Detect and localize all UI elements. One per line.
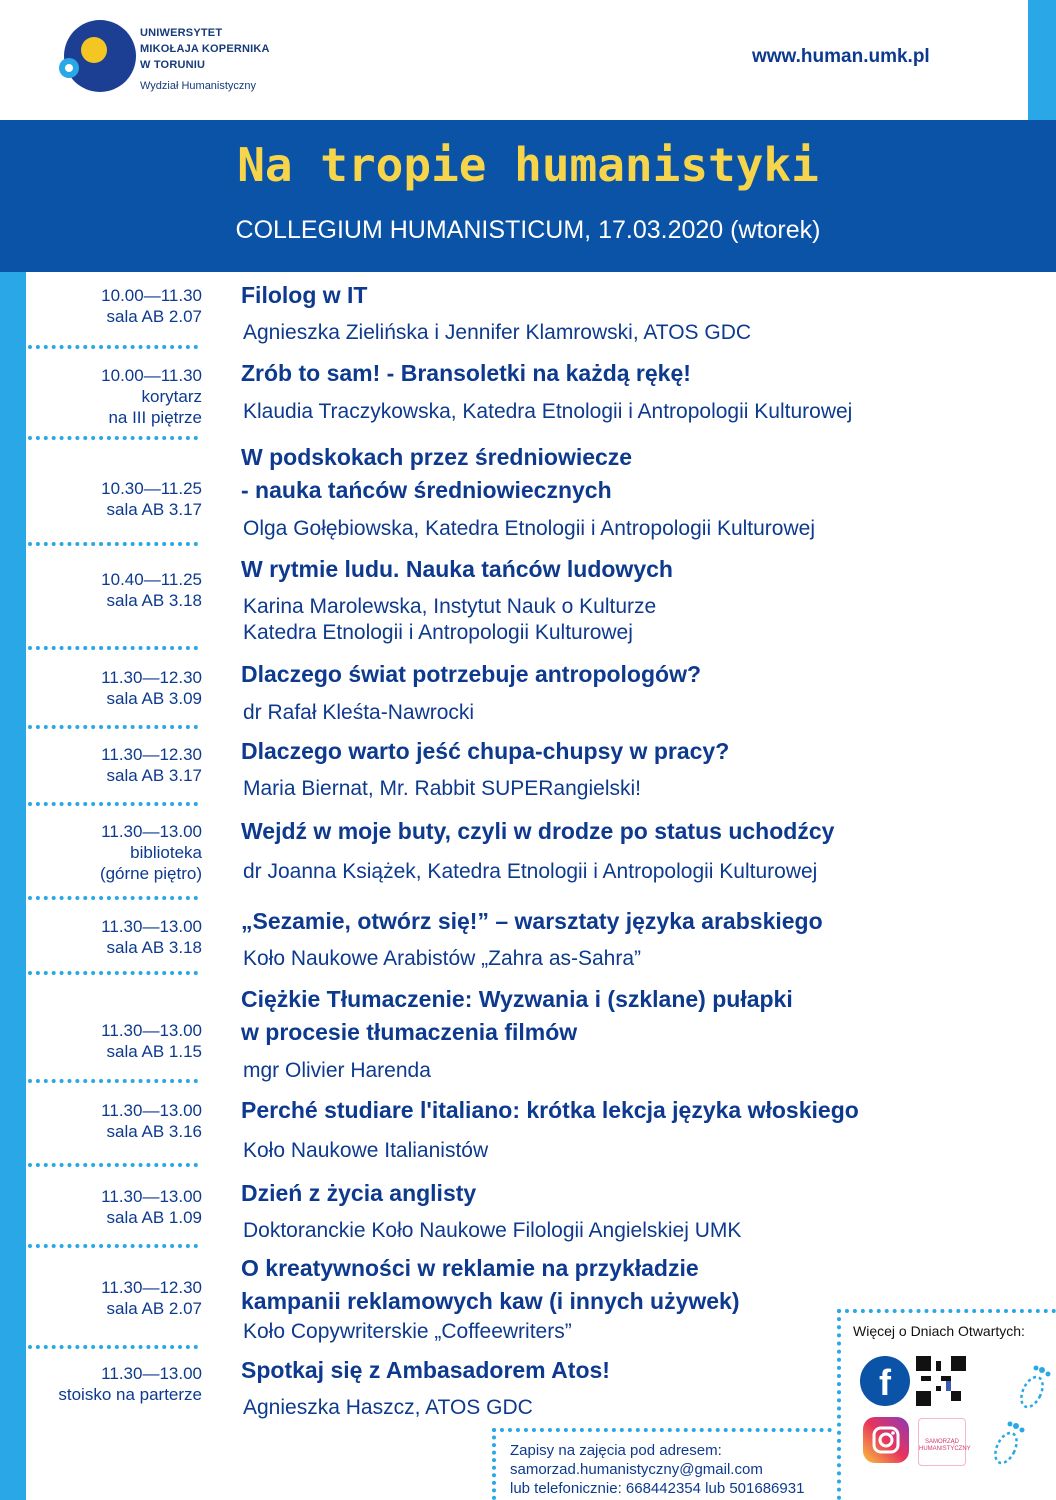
event-speaker-line: Doktoranckie Koło Naukowe Filologii Angielskiej UMK xyxy=(243,1219,742,1242)
event-speaker xyxy=(243,594,656,646)
qr-code-icon xyxy=(916,1356,966,1406)
event-speaker xyxy=(243,1138,488,1164)
event-time-room xyxy=(101,667,202,709)
event-time: 11.30—12.30 xyxy=(101,745,202,764)
event-location: sala AB 1.15 xyxy=(106,1042,202,1061)
event-location: sala AB 3.17 xyxy=(106,766,202,785)
event-title-line: Dlaczego świat potrzebuje antropologów? xyxy=(241,661,702,687)
event-title xyxy=(241,735,729,768)
event-separator xyxy=(28,1244,198,1248)
right-accent-bar xyxy=(1028,0,1056,120)
registration-line: Zapisy na zajęcia pod adresem: xyxy=(510,1442,722,1459)
event-speaker-line: mgr Olivier Harenda xyxy=(243,1059,431,1082)
event-separator xyxy=(28,436,198,440)
event-time: 10.40—11.25 xyxy=(101,570,202,589)
instagram-glyph-icon xyxy=(863,1417,909,1463)
event-speaker xyxy=(243,320,751,346)
event-speaker-line: Karina Marolewska, Instytut Nauk o Kulturze xyxy=(243,595,657,618)
footprints-icon xyxy=(980,1360,1056,1500)
event-time: 11.30—13.00 xyxy=(101,1364,202,1383)
event-location: sala AB 3.09 xyxy=(106,689,202,708)
event-title xyxy=(241,553,673,586)
event-speaker-line: Agnieszka Haszcz, ATOS GDC xyxy=(243,1396,533,1419)
event-title-line: „Sezamie, otwórz się!” – warsztaty języka arabskiego xyxy=(241,908,823,934)
event-location: (górne piętro) xyxy=(99,864,202,883)
event-speaker-line: dr Joanna Książek, Katedra Etnologii i Antropologii Kulturowej xyxy=(243,860,818,883)
event-speaker xyxy=(243,700,474,726)
event-location: sala AB 2.07 xyxy=(106,1299,202,1318)
event-speaker xyxy=(243,1395,533,1421)
event-time: 10.00—11.30 xyxy=(101,286,202,305)
event-speaker xyxy=(243,1058,431,1084)
event-time-room xyxy=(101,285,202,327)
event-time-room xyxy=(100,821,202,884)
event-time-room xyxy=(101,365,202,428)
event-location: sala AB 1.09 xyxy=(106,1208,202,1227)
event-time-room xyxy=(101,1100,202,1142)
event-title xyxy=(241,658,701,691)
event-location: sala AB 3.17 xyxy=(106,500,202,519)
event-time: 11.30—12.30 xyxy=(101,668,202,687)
event-title-line: Dlaczego warto jeść chupa-chupsy w pracy? xyxy=(241,738,730,764)
event-speaker xyxy=(243,399,852,425)
event-location: sala AB 3.16 xyxy=(106,1122,202,1141)
event-title xyxy=(241,815,834,848)
event-title xyxy=(241,1094,859,1127)
event-time-room xyxy=(101,744,202,786)
event-title xyxy=(241,1354,610,1387)
event-speaker xyxy=(243,859,817,885)
event-time: 10.30—11.25 xyxy=(101,479,202,498)
event-separator xyxy=(28,896,198,900)
page-subtitle: COLLEGIUM HUMANISTICUM, 17.03.2020 (wtorek) xyxy=(235,216,821,244)
event-separator xyxy=(28,802,198,806)
event-title-line: Ciężkie Tłumaczenie: Wyzwania i (szklane) pułapki xyxy=(241,986,793,1012)
event-speaker xyxy=(243,946,641,972)
event-speaker-line: Koło Naukowe Arabistów „Zahra as-Sahra” xyxy=(243,947,642,970)
instagram-icon[interactable] xyxy=(863,1417,909,1463)
event-location: biblioteka xyxy=(130,843,202,862)
event-separator xyxy=(28,725,198,729)
instagram-tile-line-2: HUMANISTYCZNY xyxy=(919,1446,971,1452)
event-title-line: - nauka tańców średniowiecznych xyxy=(241,477,612,503)
event-separator xyxy=(28,1163,198,1167)
event-title-line: Perché studiare l'italiano: krótka lekcja języka włoskiego xyxy=(241,1097,859,1123)
event-time: 11.30—12.30 xyxy=(101,1278,202,1297)
website-link[interactable]: www.human.umk.pl xyxy=(752,46,930,67)
event-title xyxy=(241,441,632,507)
event-title-line: Filolog w IT xyxy=(241,282,368,308)
event-speaker xyxy=(243,776,641,802)
left-accent-bar xyxy=(0,120,26,1500)
event-time-room xyxy=(101,478,202,520)
event-speaker-line: dr Rafał Kleśta-Nawrocki xyxy=(243,701,475,724)
event-separator xyxy=(28,542,198,546)
facebook-icon[interactable]: f xyxy=(860,1356,910,1406)
event-title-line: O kreatywności w reklamie na przykładzie xyxy=(241,1255,699,1281)
event-title-line: W podskokach przez średniowiecze xyxy=(241,444,633,470)
event-speaker xyxy=(243,516,815,542)
event-title-line: kampanii reklamowych kaw (i innych używek) xyxy=(241,1288,740,1314)
registration-info xyxy=(510,1441,804,1498)
event-time-room xyxy=(101,1277,202,1319)
event-time: 11.30—13.00 xyxy=(101,917,202,936)
instagram-tile-line-1: SAMORZĄD xyxy=(924,1439,959,1445)
university-logo xyxy=(58,18,138,98)
event-title xyxy=(241,983,793,1049)
event-time: 11.30—13.00 xyxy=(101,1021,202,1040)
event-separator xyxy=(28,971,198,975)
page-title: Na tropie humanistyki xyxy=(237,138,819,192)
event-title-line: w procesie tłumaczenia filmów xyxy=(241,1019,578,1045)
event-time: 11.30—13.00 xyxy=(101,822,202,841)
event-location: sala AB 2.07 xyxy=(106,307,202,326)
department-name: Wydział Humanistyczny xyxy=(140,80,257,92)
event-title-line: Dzień z życia anglisty xyxy=(241,1180,477,1206)
event-title xyxy=(241,279,367,312)
event-speaker-line: Agnieszka Zielińska i Jennifer Klamrowski, ATOS GDC xyxy=(243,321,752,344)
event-time-room xyxy=(101,569,202,611)
event-title-line: Wejdź w moje buty, czyli w drodze po status uchodźcy xyxy=(241,818,835,844)
event-title-line: Zrób to sam! - Bransoletki na każdą rękę! xyxy=(241,360,691,386)
event-location: sala AB 3.18 xyxy=(106,938,202,957)
event-time: 11.30—13.00 xyxy=(101,1187,202,1206)
event-title-line: Spotkaj się z Ambasadorem Atos! xyxy=(241,1357,610,1383)
event-location: sala AB 3.18 xyxy=(106,591,202,610)
event-title xyxy=(241,1177,476,1210)
event-separator xyxy=(28,1079,198,1083)
event-speaker-line: Koło Naukowe Italianistów xyxy=(243,1139,489,1162)
registration-email[interactable]: samorzad.humanistyczny@gmail.com xyxy=(510,1461,763,1478)
event-speaker-line: Olga Gołębiowska, Katedra Etnologii i Antropologii Kulturowej xyxy=(243,517,815,540)
event-separator xyxy=(28,345,198,349)
event-title xyxy=(241,905,823,938)
event-time-room xyxy=(101,916,202,958)
registration-phone: lub telefonicznie: 668442354 lub 501686931 xyxy=(510,1480,805,1497)
event-speaker-line: Koło Copywriterskie „Coffeewriters” xyxy=(243,1320,572,1343)
event-location: stoisko na parterze xyxy=(58,1385,202,1404)
event-separator xyxy=(28,1345,198,1349)
event-time-room xyxy=(58,1363,202,1405)
instagram-profile-tile[interactable] xyxy=(918,1418,971,1466)
event-time-room xyxy=(101,1186,202,1228)
event-location: na III piętrze xyxy=(108,408,202,427)
event-time: 10.00—11.30 xyxy=(101,366,202,385)
event-separator xyxy=(28,646,198,650)
event-title xyxy=(241,357,691,390)
event-speaker-line: Katedra Etnologii i Antropologii Kulturowej xyxy=(243,621,633,644)
event-title xyxy=(241,1252,740,1318)
event-title-line: W rytmie ludu. Nauka tańców ludowych xyxy=(241,556,673,582)
event-speaker-line: Klaudia Traczykowska, Katedra Etnologii i Antropologii Kulturowej xyxy=(243,400,853,423)
event-speaker xyxy=(243,1319,572,1345)
social-label: Więcej o Dniach Otwartych: xyxy=(853,1323,1025,1339)
event-time: 11.30—13.00 xyxy=(101,1101,202,1120)
university-name: UNIWERSYTET MIKOŁAJA KOPERNIKA W TORUNIU xyxy=(140,27,270,71)
event-speaker-line: Maria Biernat, Mr. Rabbit SUPERangielski! xyxy=(243,777,641,800)
event-speaker xyxy=(243,1218,741,1244)
event-time-room xyxy=(101,1020,202,1062)
event-location: korytarz xyxy=(141,387,202,406)
